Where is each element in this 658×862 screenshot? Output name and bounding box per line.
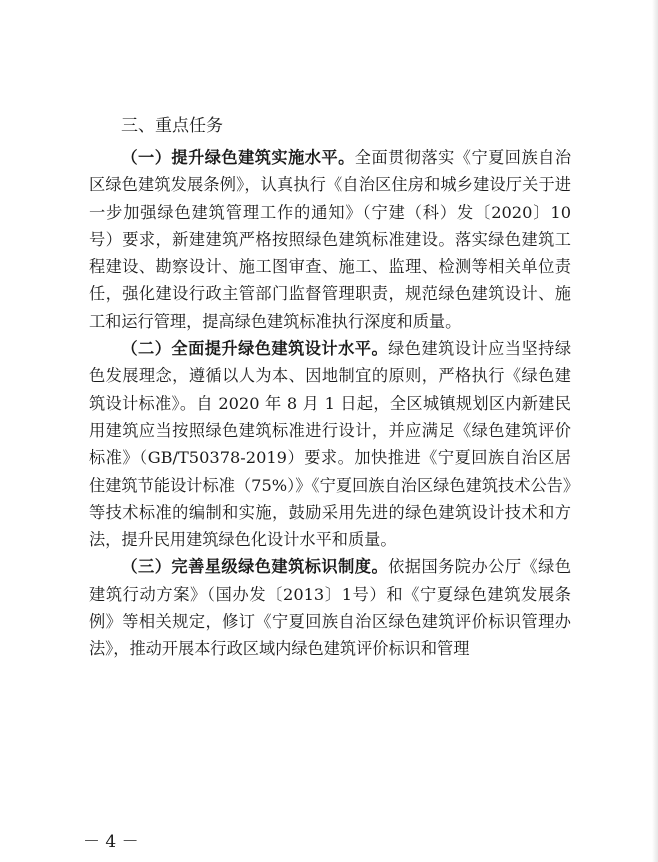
paragraph-1-title: （一）提升绿色建筑实施水平。	[121, 148, 355, 167]
paragraph-1	[89, 144, 571, 335]
paragraph-2-title: （二）全面提升绿色建筑设计水平。	[121, 339, 389, 359]
paragraph-2	[89, 335, 571, 553]
paragraph-3-title: （三）完善星级绿色建筑标识制度。	[121, 557, 389, 577]
paragraph-1-body: 全面贯彻落实《宁夏回族自治区绿色建筑发展条例》，认真执行《自治区住房和城乡建设厅关于进一步加强绿色建筑管理工作的通知》（宁建（科）发〔2020〕10号）要求，新建建筑严格按照绿色建筑标准建设。落实绿色建筑工程建设、勘察设计、施工图审查、施工、监理、检测等相关单位责任，强化建设行政主管部门监督管理职责，规范绿色建筑设计、施工和运行管理，提高绿色建筑标准执行深度和质量。	[89, 148, 572, 331]
section-heading: 三、重点任务	[121, 116, 223, 136]
paragraph-3-body: 依据国务院办公厅《绿色建筑行动方案》（国办发〔2013〕1号）和《宁夏绿色建筑发展条例》等相关规定，修订《宁夏回族自治区绿色建筑评价标识管理办法》，推动开展本行政区域内绿色建筑评价标识和管理	[89, 557, 572, 659]
document-body	[89, 108, 571, 663]
paragraph-3	[89, 553, 571, 662]
paragraph-2-body: 绿色建筑设计应当坚持绿色发展理念，遵循以人为本、因地制宜的原则，严格执行《绿色建筑设计标准》。自 2020 年 8 月 1 日起，全区城镇规划区内新建民用建筑应当按照绿色建筑标准进行设计，并应满足《绿色建筑评价标准》（GB/T50378-2019）要求。加快推进《宁夏回族自治区居住建筑节能设计标准（75%）》《宁夏回族自治区绿色建筑技术公告》等技术标准的编制和实施，鼓励采用先进的绿色建筑设计技术和方法，提升民用建筑绿色化设计水平和质量。	[89, 339, 572, 550]
page-number: － 4 －	[83, 832, 139, 852]
page-edge-shadow	[652, 0, 658, 862]
